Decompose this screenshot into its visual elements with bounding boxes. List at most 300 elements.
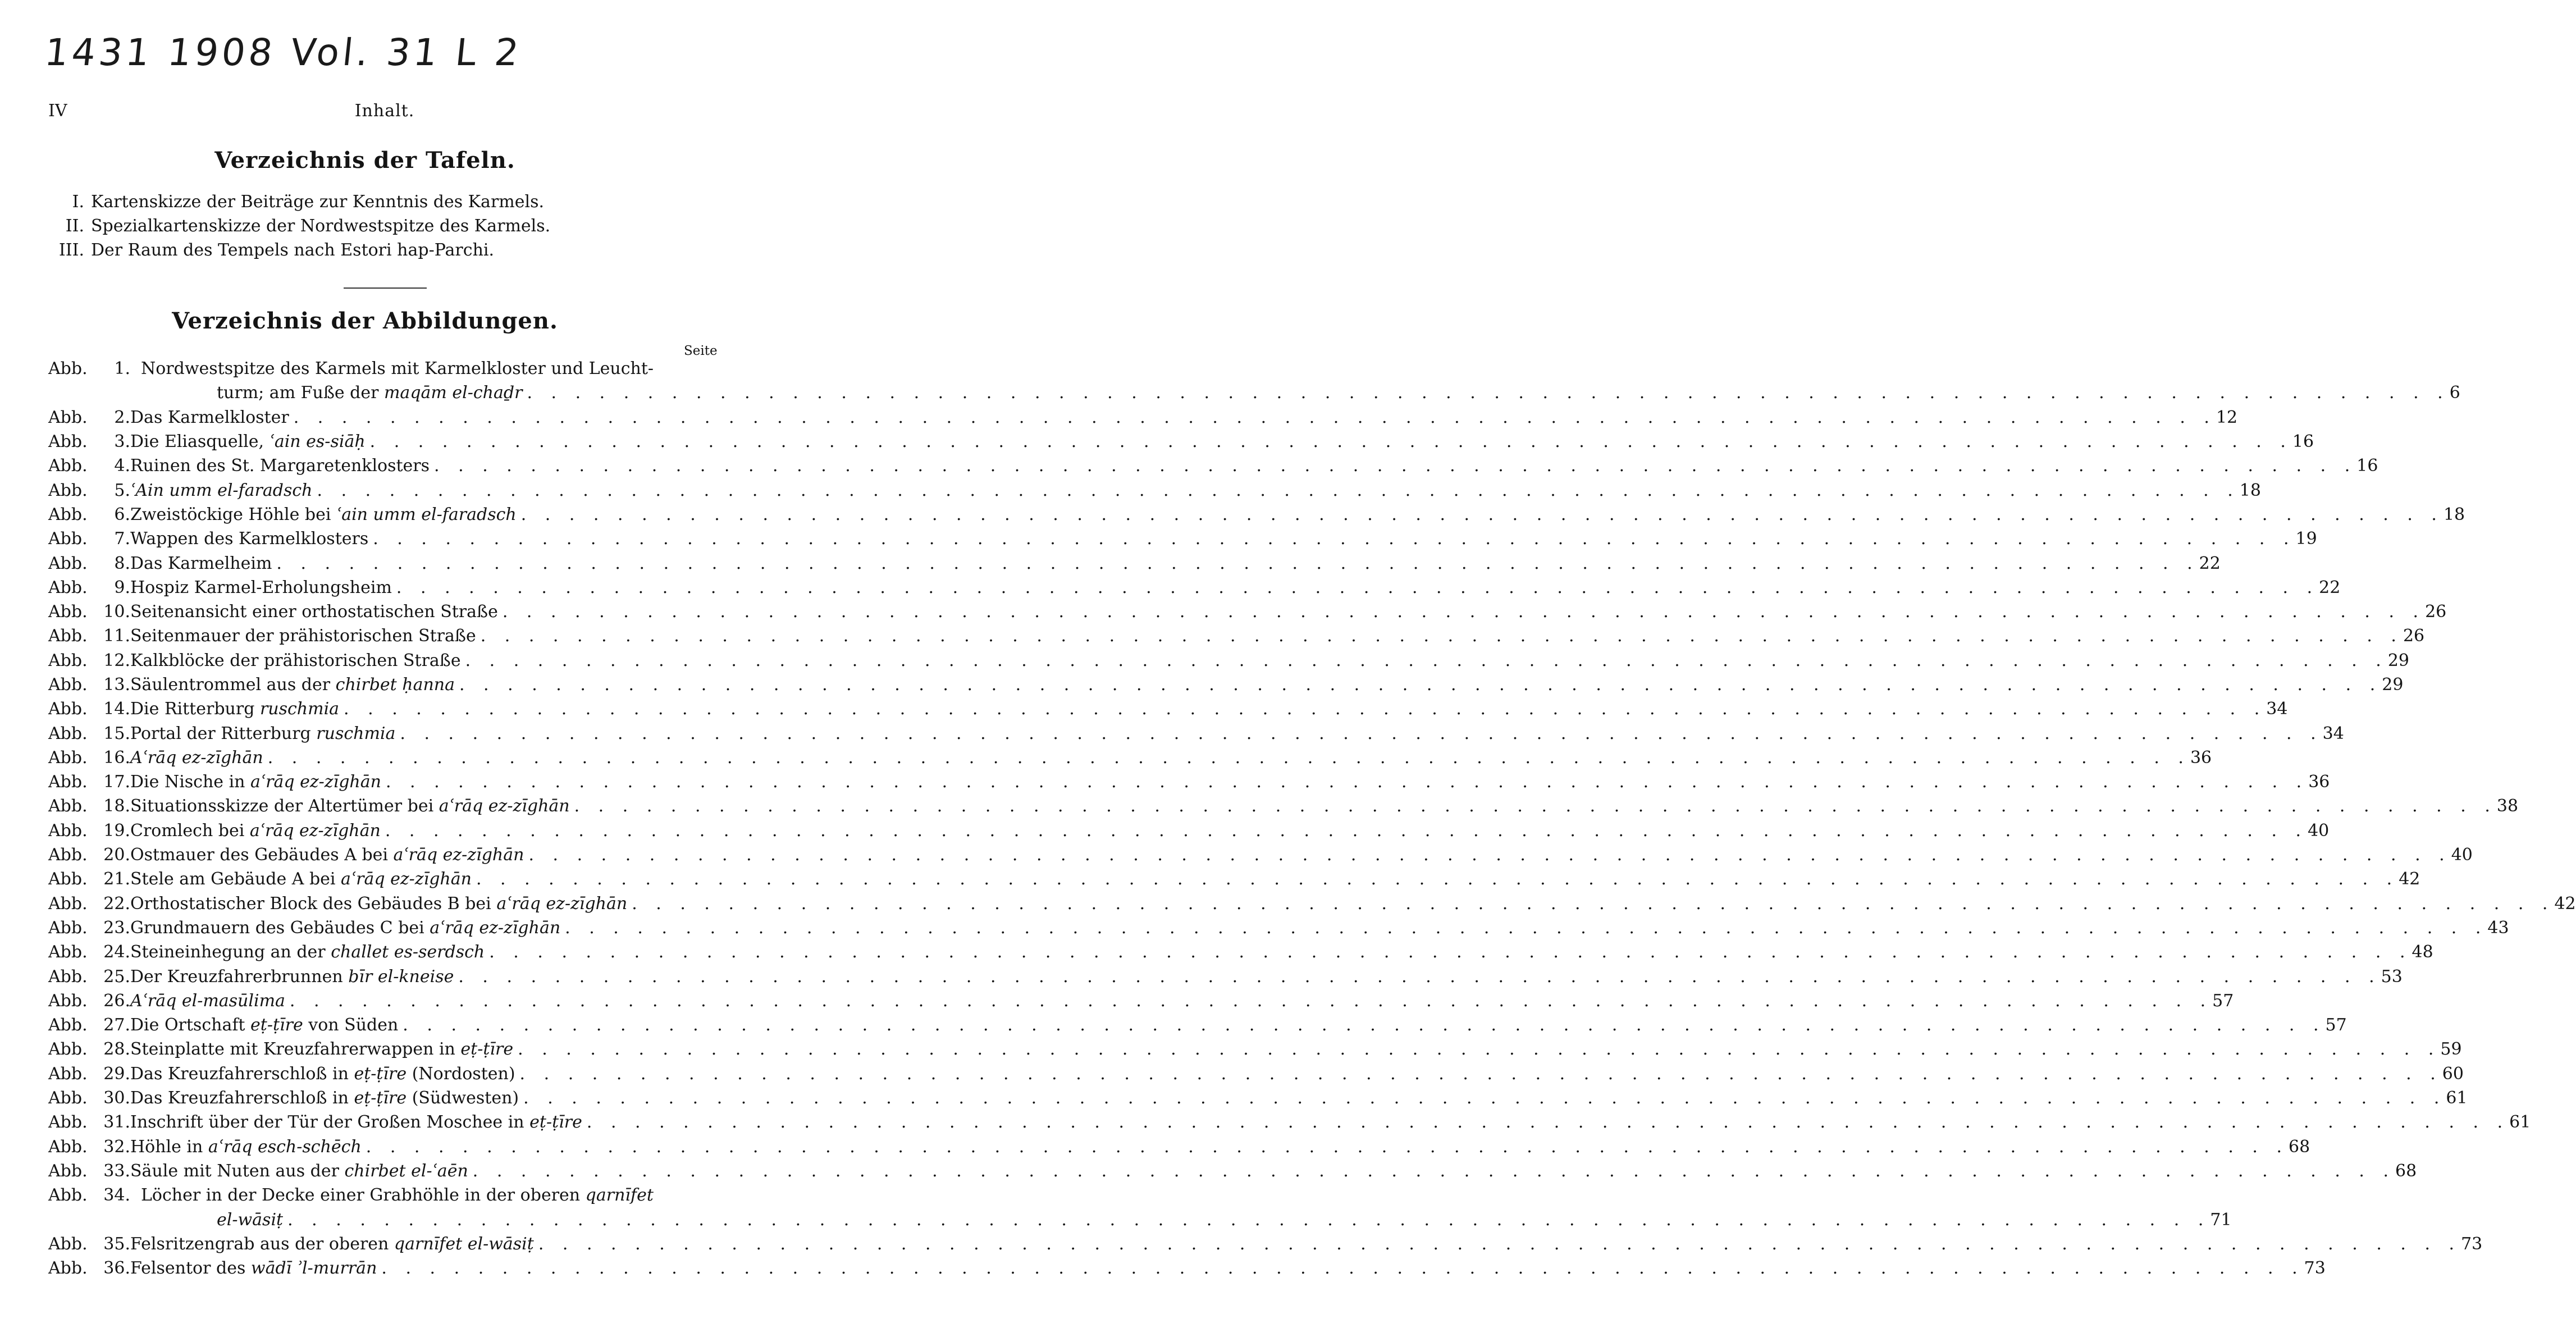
leader-dots: . . . . . . . . . . . . . . . . . . . . . . . . . . . . . . . . . . . . . . . . . . . . . . . . . . . . . . . . . . . . . . . . . . . . . . . . . . . . . . . . <box>480 626 2403 646</box>
abb-label: Abb. <box>48 1137 88 1157</box>
leader-dots: . . . . . . . . . . . . . . . . . . . . . . . . . . . . . . . . . . . . . . . . . . . . . . . . . . . . . . . . . . . . . . . . . . . . . . . . . . . . . . . . <box>344 699 2267 719</box>
leader-dots: . . . . . . . . . . . . . . . . . . . . . . . . . . . . . . . . . . . . . . . . . . . . . . . . . . . . . . . . . . . . . . . . . . . . . . . . . . . . . . . . <box>396 577 2319 597</box>
figure-label <box>48 651 130 670</box>
leader-dots: . . . . . . . . . . . . . . . . . . . . . . . . . . . . . . . . . . . . . . . . . . . . . . . . . . . . . . . . . . . . . . . . . . . . . . . . . . . . . . . . <box>434 456 2357 476</box>
figure-entry <box>48 1086 2468 1110</box>
abb-label: Abb. <box>48 1064 88 1084</box>
figure-label <box>48 602 130 622</box>
abb-label: Abb. <box>48 747 88 768</box>
figure-number: 36. <box>103 1258 130 1279</box>
abb-label: Abb. <box>48 456 88 476</box>
abb-label: Abb. <box>48 1112 88 1133</box>
abb-label: Abb. <box>48 942 88 962</box>
entry-title-italic: Aʿrāq ez-zīghān <box>130 747 263 768</box>
figure-page: 60 <box>2442 1064 2464 1084</box>
entry-title <box>130 748 2190 768</box>
entry-title-italic: aʿrāq ez-zīghān <box>249 820 381 841</box>
figure-label <box>48 554 130 573</box>
abb-label: Abb. <box>48 359 88 379</box>
leader-dots: . . . . . . . . . . . . . . . . . . . . . . . . . . . . . . . . . . . . . . . . . . . . . . . . . . . . . . . . . . . . . . . . . . . . . . . . . . . . . . . . <box>289 991 2213 1011</box>
figure-page: 43 <box>2487 918 2509 938</box>
figure-label <box>48 529 130 549</box>
entry-title-italic: bīr el-kneise <box>348 966 454 987</box>
abb-label: Abb. <box>48 602 88 622</box>
figure-label <box>48 918 130 938</box>
figure-number: 28. <box>103 1039 130 1060</box>
entry-title-italic: maqām el-chaḏr <box>383 383 523 403</box>
figure-entry <box>48 770 2330 794</box>
abb-label: Abb. <box>48 699 88 719</box>
figure-page: 29 <box>2382 675 2404 695</box>
entry-title <box>130 772 2308 792</box>
abb-label: Abb. <box>48 529 88 549</box>
figure-number: 19. <box>103 820 130 841</box>
entry-title <box>130 699 2266 719</box>
section-divider <box>344 287 427 289</box>
leader-dots: . . . . . . . . . . . . . . . . . . . . . . . . . . . . . . . . . . . . . . . . . . . . . . . . . . . . . . . . . . . . . . . . . . . . . . . . . . . . . . . . <box>502 602 2426 622</box>
figure-entry <box>48 916 2509 940</box>
entry-title <box>130 554 2199 573</box>
figure-page: 53 <box>2381 966 2403 987</box>
figure-label <box>48 748 130 768</box>
figure-number: 22. <box>103 893 130 914</box>
abb-label: Abb. <box>48 820 88 841</box>
figure-number: 23. <box>103 918 130 938</box>
plate-text: Spezialkartenskizze der Nordwestspitze des Karmels. <box>91 216 551 236</box>
entry-title-text: Situationsskizze der Altertümer bei aʿrāq ez-zīghān <box>130 796 570 816</box>
entry-title <box>130 1161 2395 1181</box>
figure-page: 16 <box>2356 456 2378 476</box>
figure-label <box>48 894 130 914</box>
leader-dots: . . . . . . . . . . . . . . . . . . . . . . . . . . . . . . . . . . . . . . . . . . . . . . . . . . . . . . . . . . . . . . . . . . . . . . . . . . . . . . . . <box>520 504 2443 524</box>
running-head: Inhalt. <box>354 101 415 121</box>
abb-label: Abb. <box>48 407 88 427</box>
figure-number: 16. <box>103 747 130 768</box>
entry-title-italic: ʿain umm el-faradsch <box>336 504 517 524</box>
entry-title <box>130 724 2323 743</box>
figure-label <box>48 1258 130 1278</box>
entry-title-italic: eṭ-ṭīre <box>250 1015 303 1035</box>
figure-label <box>48 1112 130 1132</box>
plate-text: Kartenskizze der Beiträge zur Kenntnis des Karmels. <box>91 192 545 212</box>
figure-page: 42 <box>2554 893 2576 914</box>
figure-label <box>48 408 130 427</box>
abb-label: Abb. <box>48 893 88 914</box>
figure-label <box>48 1234 130 1254</box>
figure-page: 71 <box>2210 1210 2232 1230</box>
figure-page: 34 <box>2266 699 2288 719</box>
abb-label: Abb. <box>48 1185 88 1206</box>
entry-title-text: Felsentor des wādī ʾl-murrān <box>130 1258 377 1279</box>
figure-number: 14. <box>103 699 130 719</box>
entry-title <box>130 529 2295 549</box>
figure-entry <box>48 551 2221 575</box>
figure-entry <box>48 600 2447 624</box>
entry-title <box>130 626 2403 646</box>
entry-title-text: Cromlech bei aʿrāq ez-zīghān <box>130 820 381 841</box>
figure-entry <box>48 892 2576 916</box>
leader-dots: . . . . . . . . . . . . . . . . . . . . . . . . . . . . . . . . . . . . . . . . . . . . . . . . . . . . . . . . . . . . . . . . . . . . . . . . . . . . . . . . <box>385 772 2309 792</box>
plate-number: III. <box>58 240 84 260</box>
figure-entry <box>48 405 2238 430</box>
entry-title <box>141 359 722 378</box>
entry-title-text: Hospiz Karmel-Erholungsheim <box>130 577 392 597</box>
leader-dots: . . . . . . . . . . . . . . . . . . . . . . . . . . . . . . . . . . . . . . . . . . . . . . . . . . . . . . . . . . . . . . . . . . . . . . . . . . . . . . . . <box>465 650 2388 670</box>
abb-label: Abb. <box>48 1039 88 1060</box>
abb-label: Abb. <box>48 772 88 792</box>
entry-title-text <box>217 1210 283 1230</box>
leader-dots: . . . . . . . . . . . . . . . . . . . . . . . . . . . . . . . . . . . . . . . . . . . . . . . . . . . . . . . . . . . . . . . . . . . . . . . . . . . . . . . . <box>586 1112 2510 1133</box>
entry-title-italic: aʿrāq ez-zīghān <box>430 918 561 938</box>
entry-title-italic: eṭ-ṭīre <box>354 1088 407 1108</box>
figure-number: 15. <box>103 723 130 743</box>
entry-title <box>130 869 2399 889</box>
entry-title <box>130 1039 2440 1059</box>
figure-label <box>48 359 141 378</box>
figure-entry <box>48 624 2425 648</box>
leader-dots: . . . . . . . . . . . . . . . . . . . . . . . . . . . . . . . . . . . . . . . . . . . . . . . . . . . . . . . . . . . . . . . . . . . . . . . . . . . . . . . . <box>459 675 2382 695</box>
figure-label <box>48 821 130 841</box>
figure-page: 22 <box>2199 553 2221 573</box>
abb-label: Abb. <box>48 869 88 889</box>
entry-title-text: Grundmauern des Gebäudes C bei aʿrāq ez-zīghān <box>130 918 561 938</box>
abb-label: Abb. <box>48 1258 88 1279</box>
entry-title-text: Die Ritterburg ruschmia <box>130 699 340 719</box>
entry-continuation <box>48 1207 2232 1231</box>
figure-entry <box>48 1013 2347 1037</box>
entry-continuation <box>48 381 2460 405</box>
entry-title-italic: ruschmia <box>259 699 340 719</box>
abb-label: Abb. <box>48 991 88 1011</box>
figure-entry <box>48 1183 2232 1232</box>
figure-entry <box>48 1159 2417 1183</box>
entry-title-text: Stele am Gebäude A bei aʿrāq ez-zīghān <box>130 869 472 889</box>
figure-entry <box>48 843 2473 867</box>
entry-title-italic: el-wāsiṭ <box>217 1210 284 1230</box>
figure-entry <box>48 819 2330 843</box>
abb-label: Abb. <box>48 966 88 987</box>
figure-number: 3. <box>114 432 130 452</box>
figure-label <box>48 1064 130 1084</box>
figure-entry <box>48 964 2403 988</box>
entry-title <box>130 1234 2461 1254</box>
figure-entry <box>48 1110 2531 1134</box>
plate-item <box>39 190 550 214</box>
leader-dots: . . . . . . . . . . . . . . . . . . . . . . . . . . . . . . . . . . . . . . . . . . . . . . . . . . . . . . . . . . . . . . . . . . . . . . . . . . . . . . . . <box>293 407 2216 427</box>
figure-entry <box>48 503 2465 527</box>
figure-page: 18 <box>2443 504 2465 524</box>
entry-title <box>130 1015 2326 1035</box>
figure-page: 19 <box>2295 529 2317 549</box>
figure-page: 48 <box>2411 942 2433 962</box>
abb-label: Abb. <box>48 626 88 646</box>
entry-title-italic: Aʿrāq el-masūlima <box>130 991 285 1011</box>
figure-label <box>48 1137 130 1157</box>
entry-title-italic: chirbet el-ʿaēn <box>344 1161 468 1181</box>
figure-label <box>48 699 130 719</box>
figure-entry <box>48 1037 2462 1061</box>
entry-title-text: Felsritzengrab aus der oberen qarnīfet el-wāsiṭ <box>130 1234 534 1254</box>
entry-title <box>217 1210 2210 1230</box>
leader-dots: . . . . . . . . . . . . . . . . . . . . . . . . . . . . . . . . . . . . . . . . . . . . . . . . . . . . . . . . . . . . . . . . . . . . . . . . . . . . . . . . <box>538 1234 2461 1254</box>
abb-label: Abb. <box>48 432 88 452</box>
entry-line <box>48 1183 722 1207</box>
figure-number: 6. <box>114 504 130 524</box>
figure-number: 10. <box>103 602 130 622</box>
entry-title-text: Inschrift über der Tür der Großen Moschee in eṭ-ṭīre <box>130 1112 582 1133</box>
entry-title <box>130 481 2240 500</box>
entry-title-text <box>130 991 285 1011</box>
figure-page: 68 <box>2395 1161 2417 1181</box>
figure-entry <box>48 357 2460 405</box>
figure-entry <box>48 649 2410 673</box>
figure-label <box>48 432 130 451</box>
entry-title <box>130 1088 2446 1108</box>
entry-title-italic: aʿrāq ez-zīghān <box>496 893 628 914</box>
leader-dots: . . . . . . . . . . . . . . . . . . . . . . . . . . . . . . . . . . . . . . . . . . . . . . . . . . . . . . . . . . . . . . . . . . . . . . . . . . . . . . . . <box>317 480 2240 500</box>
entry-title-text: Wappen des Karmelklosters <box>130 529 369 549</box>
entry-title <box>130 1137 2289 1157</box>
entry-title-italic: qarnīfet el-wāsiṭ <box>394 1234 534 1254</box>
entry-title-italic: aʿrāq ez-zīghān <box>439 796 570 816</box>
entry-title-text: Löcher in der Decke einer Grabhöhle in der oberen qarnīfet <box>141 1185 654 1206</box>
leader-dots: . . . . . . . . . . . . . . . . . . . . . . . . . . . . . . . . . . . . . . . . . . . . . . . . . . . . . . . . . . . . . . . . . . . . . . . . . . . . . . . . <box>369 432 2292 452</box>
figure-number: 20. <box>103 845 130 865</box>
plates-list <box>39 190 550 262</box>
entry-title-text: Das Kreuzfahrerschloß in eṭ-ṭīre (Nordosten) <box>130 1064 515 1084</box>
entry-title-italic: ʿain es-siāḥ <box>269 432 366 452</box>
entry-title <box>130 408 2216 427</box>
entry-title-text: Ostmauer des Gebäudes A bei aʿrāq ez-zīghān <box>130 845 524 865</box>
figure-number: 13. <box>103 675 130 695</box>
entry-title-italic: chirbet ḥanna <box>335 675 455 695</box>
entry-title-text: Seitenmauer der prähistorischen Straße <box>130 626 476 646</box>
figure-number: 8. <box>114 553 130 573</box>
leader-dots: . . . . . . . . . . . . . . . . . . . . . . . . . . . . . . . . . . . . . . . . . . . . . . . . . . . . . . . . . . . . . . . . . . . . . . . . . . . . . . . . <box>632 893 2555 914</box>
figure-entry <box>48 454 2378 478</box>
figure-label <box>48 869 130 889</box>
leader-dots: . . . . . . . . . . . . . . . . . . . . . . . . . . . . . . . . . . . . . . . . . . . . . . . . . . . . . . . . . . . . . . . . . . . . . . . . . . . . . . . . <box>528 845 2451 865</box>
entry-title <box>130 602 2425 622</box>
figure-entry <box>48 794 2519 818</box>
entry-title-italic: wādī ʾl-murrān <box>250 1258 377 1279</box>
entry-title <box>130 918 2487 938</box>
entry-title-text: Säulentrommel aus der chirbet ḥanna <box>130 675 455 695</box>
figure-number: 31. <box>103 1112 130 1133</box>
figure-number: 29. <box>103 1064 130 1084</box>
figure-page: 6 <box>2449 383 2460 403</box>
entry-title-text: Die Eliasquelle, ʿain es-siāḥ <box>130 432 366 452</box>
figure-page: 61 <box>2509 1112 2531 1133</box>
entry-title-text: Höhle in aʿrāq esch-schēch <box>130 1137 362 1157</box>
figure-entry <box>48 1232 2483 1256</box>
figure-label <box>48 724 130 743</box>
entry-title <box>130 651 2388 670</box>
figure-number: 26. <box>103 991 130 1011</box>
figure-number: 34. <box>103 1185 130 1206</box>
plate-item <box>39 238 550 262</box>
leader-dots: . . . . . . . . . . . . . . . . . . . . . . . . . . . . . . . . . . . . . . . . . . . . . . . . . . . . . . . . . . . . . . . . . . . . . . . . . . . . . . . . <box>287 1210 2210 1230</box>
figure-number: 30. <box>103 1088 130 1108</box>
figure-entry <box>48 576 2341 600</box>
entry-title-italic: qarnīfet <box>585 1185 654 1206</box>
entry-title <box>217 383 2450 403</box>
figure-number: 7. <box>114 529 130 549</box>
figure-number: 9. <box>114 577 130 597</box>
figure-number: 5. <box>114 480 130 500</box>
figure-label <box>48 845 130 865</box>
leader-dots: . . . . . . . . . . . . . . . . . . . . . . . . . . . . . . . . . . . . . . . . . . . . . . . . . . . . . . . . . . . . . . . . . . . . . . . . . . . . . . . . <box>400 723 2323 743</box>
plate-text: Der Raum des Tempels nach Estori hap-Parchi. <box>91 240 495 260</box>
entry-title-text: Seitenansicht einer orthostatischen Straße <box>130 602 498 622</box>
figure-number: 32. <box>103 1137 130 1157</box>
abb-label: Abb. <box>48 845 88 865</box>
leader-dots: . . . . . . . . . . . . . . . . . . . . . . . . . . . . . . . . . . . . . . . . . . . . . . . . . . . . . . . . . . . . . . . . . . . . . . . . . . . . . . . . <box>476 869 2399 889</box>
figure-number: 35. <box>103 1234 130 1254</box>
abb-label: Abb. <box>48 675 88 695</box>
figure-number: 33. <box>103 1161 130 1181</box>
entry-title-text: turm; am Fuße der maqām el-chaḏr <box>217 383 523 403</box>
entry-title-text: Steineinhegung an der challet es-serdsch <box>130 942 485 962</box>
plate-number: I. <box>72 192 84 212</box>
leader-dots: . . . . . . . . . . . . . . . . . . . . . . . . . . . . . . . . . . . . . . . . . . . . . . . . . . . . . . . . . . . . . . . . . . . . . . . . . . . . . . . . <box>267 747 2190 768</box>
figure-entry <box>48 940 2433 964</box>
figure-page: 57 <box>2325 1015 2347 1035</box>
figure-label <box>48 626 130 646</box>
leader-dots: . . . . . . . . . . . . . . . . . . . . . . . . . . . . . . . . . . . . . . . . . . . . . . . . . . . . . . . . . . . . . . . . . . . . . . . . . . . . . . . . <box>565 918 2488 938</box>
figure-number: 4. <box>114 456 130 476</box>
leader-dots: . . . . . . . . . . . . . . . . . . . . . . . . . . . . . . . . . . . . . . . . . . . . . . . . . . . . . . . . . . . . . . . . . . . . . . . . . . . . . . . . <box>373 529 2296 549</box>
entry-title <box>130 675 2382 695</box>
figure-page: 68 <box>2289 1137 2310 1157</box>
figure-page: 61 <box>2446 1088 2468 1108</box>
entry-title <box>130 942 2411 962</box>
abb-label: Abb. <box>48 1015 88 1035</box>
figure-label <box>48 942 130 962</box>
entry-title-text: Zweistöckige Höhle bei ʿain umm el-faradsch <box>130 504 517 524</box>
leader-dots: . . . . . . . . . . . . . . . . . . . . . . . . . . . . . . . . . . . . . . . . . . . . . . . . . . . . . . . . . . . . . . . . . . . . . . . . . . . . . . . . <box>489 942 2412 962</box>
figure-label <box>48 675 130 695</box>
entry-title-text: Das Karmelheim <box>130 553 272 573</box>
leader-dots: . . . . . . . . . . . . . . . . . . . . . . . . . . . . . . . . . . . . . . . . . . . . . . . . . . . . . . . . . . . . . . . . . . . . . . . . . . . . . . . . <box>523 1088 2446 1108</box>
entry-title-text: Das Karmelkloster <box>130 407 289 427</box>
entry-title-italic: aʿrāq esch-schēch <box>208 1137 362 1157</box>
entry-title-text: Ruinen des St. Margaretenklosters <box>130 456 430 476</box>
leader-dots: . . . . . . . . . . . . . . . . . . . . . . . . . . . . . . . . . . . . . . . . . . . . . . . . . . . . . . . . . . . . . . . . . . . . . . . . . . . . . . . . <box>403 1015 2326 1035</box>
entry-title-text: Steinplatte mit Kreuzfahrerwappen in eṭ-ṭīre <box>130 1039 514 1060</box>
figure-number: 18. <box>103 796 130 816</box>
figure-page: 18 <box>2239 480 2261 500</box>
entry-title-text: Säule mit Nuten aus der chirbet el-ʿaēn <box>130 1161 468 1181</box>
figure-page: 29 <box>2387 650 2410 670</box>
figure-page: 36 <box>2308 772 2330 792</box>
figure-page: 26 <box>2403 626 2425 646</box>
figure-page: 73 <box>2461 1234 2483 1254</box>
figure-label <box>48 1185 141 1205</box>
entry-title-text: Das Kreuzfahrerschloß in eṭ-ṭīre (Südwesten) <box>130 1088 519 1108</box>
figure-entry <box>48 673 2404 697</box>
entry-title-italic: aʿrāq ez-zīghān <box>250 772 381 792</box>
abb-label: Abb. <box>48 577 88 597</box>
figure-number: 2. <box>114 407 130 427</box>
figure-number: 1. <box>114 359 130 379</box>
entry-title <box>130 432 2292 451</box>
figures-list <box>48 357 2576 1280</box>
entry-title-text: Nordwestspitze des Karmels mit Karmelkloster und Leucht- <box>141 359 654 379</box>
figure-page: 38 <box>2496 796 2519 816</box>
plate-number: II. <box>65 216 84 236</box>
abb-label: Abb. <box>48 1161 88 1181</box>
page-number: IV <box>48 101 67 121</box>
plate-item <box>39 214 550 238</box>
figure-page: 26 <box>2425 602 2447 622</box>
leader-dots: . . . . . . . . . . . . . . . . . . . . . . . . . . . . . . . . . . . . . . . . . . . . . . . . . . . . . . . . . . . . . . . . . . . . . . . . . . . . . . . . <box>276 553 2199 573</box>
page-column-label: Seite <box>684 344 718 358</box>
leader-dots: . . . . . . . . . . . . . . . . . . . . . . . . . . . . . . . . . . . . . . . . . . . . . . . . . . . . . . . . . . . . . . . . . . . . . . . . . . . . . . . . <box>366 1137 2289 1157</box>
figures-title: Verzeichnis der Abbildungen. <box>172 308 558 334</box>
figure-label <box>48 1015 130 1035</box>
entry-title <box>130 967 2381 987</box>
entry-title <box>130 1064 2442 1084</box>
leader-dots: . . . . . . . . . . . . . . . . . . . . . . . . . . . . . . . . . . . . . . . . . . . . . . . . . . . . . . . . . . . . . . . . . . . . . . . . . . . . . . . . <box>527 383 2450 403</box>
entry-title-italic: aʿrāq ez-zīghān <box>393 845 524 865</box>
figure-entry <box>48 1062 2464 1086</box>
entry-title-italic: eṭ-ṭīre <box>354 1064 407 1084</box>
figure-entry <box>48 721 2344 745</box>
figure-entry <box>48 527 2317 551</box>
figure-page: 57 <box>2212 991 2234 1011</box>
figure-entry <box>48 478 2261 502</box>
entry-title <box>130 1258 2304 1278</box>
figure-label <box>48 967 130 987</box>
figure-label <box>48 578 130 597</box>
entry-title-text <box>130 748 263 768</box>
abb-label: Abb. <box>48 1234 88 1254</box>
abb-label: Abb. <box>48 796 88 816</box>
figure-number: 11. <box>103 626 130 646</box>
entry-title <box>130 456 2356 476</box>
figure-number: 24. <box>103 942 130 962</box>
figure-page: 42 <box>2399 869 2420 889</box>
handwritten-catalog-note: 1431 1908 Vol. 31 L 2 <box>42 31 524 74</box>
abb-label: Abb. <box>48 480 88 500</box>
entry-title-text: Die Ortschaft eṭ-ṭīre von Süden <box>130 1015 399 1035</box>
leader-dots: . . . . . . . . . . . . . . . . . . . . . . . . . . . . . . . . . . . . . . . . . . . . . . . . . . . . . . . . . . . . . . . . . . . . . . . . . . . . . . . . <box>385 820 2308 841</box>
figure-page: 73 <box>2304 1258 2326 1279</box>
figure-entry <box>48 1135 2310 1159</box>
figure-label <box>48 772 130 792</box>
entry-title-italic: ruschmia <box>316 723 396 743</box>
abb-label: Abb. <box>48 918 88 938</box>
figure-label <box>48 796 130 816</box>
entry-title-italic: eṭ-ṭīre <box>460 1039 514 1060</box>
figure-page: 34 <box>2322 723 2344 743</box>
entry-title-text: Orthostatischer Block des Gebäudes B bei aʿrāq ez-zīghān <box>130 893 628 914</box>
leader-dots: . . . . . . . . . . . . . . . . . . . . . . . . . . . . . . . . . . . . . . . . . . . . . . . . . . . . . . . . . . . . . . . . . . . . . . . . . . . . . . . . <box>472 1161 2396 1181</box>
figure-entry <box>48 1256 2326 1280</box>
entry-title <box>130 796 2497 816</box>
entry-title <box>130 845 2451 865</box>
figure-number: 12. <box>103 650 130 670</box>
entry-title <box>130 1112 2509 1132</box>
abb-label: Abb. <box>48 553 88 573</box>
entry-title-italic: eṭ-ṭīre <box>529 1112 582 1133</box>
figure-page: 36 <box>2190 747 2212 768</box>
abb-label: Abb. <box>48 650 88 670</box>
entry-title-italic: aʿrāq ez-zīghān <box>341 869 472 889</box>
figure-page: 16 <box>2292 432 2314 452</box>
plates-title: Verzeichnis der Tafeln. <box>214 147 515 174</box>
